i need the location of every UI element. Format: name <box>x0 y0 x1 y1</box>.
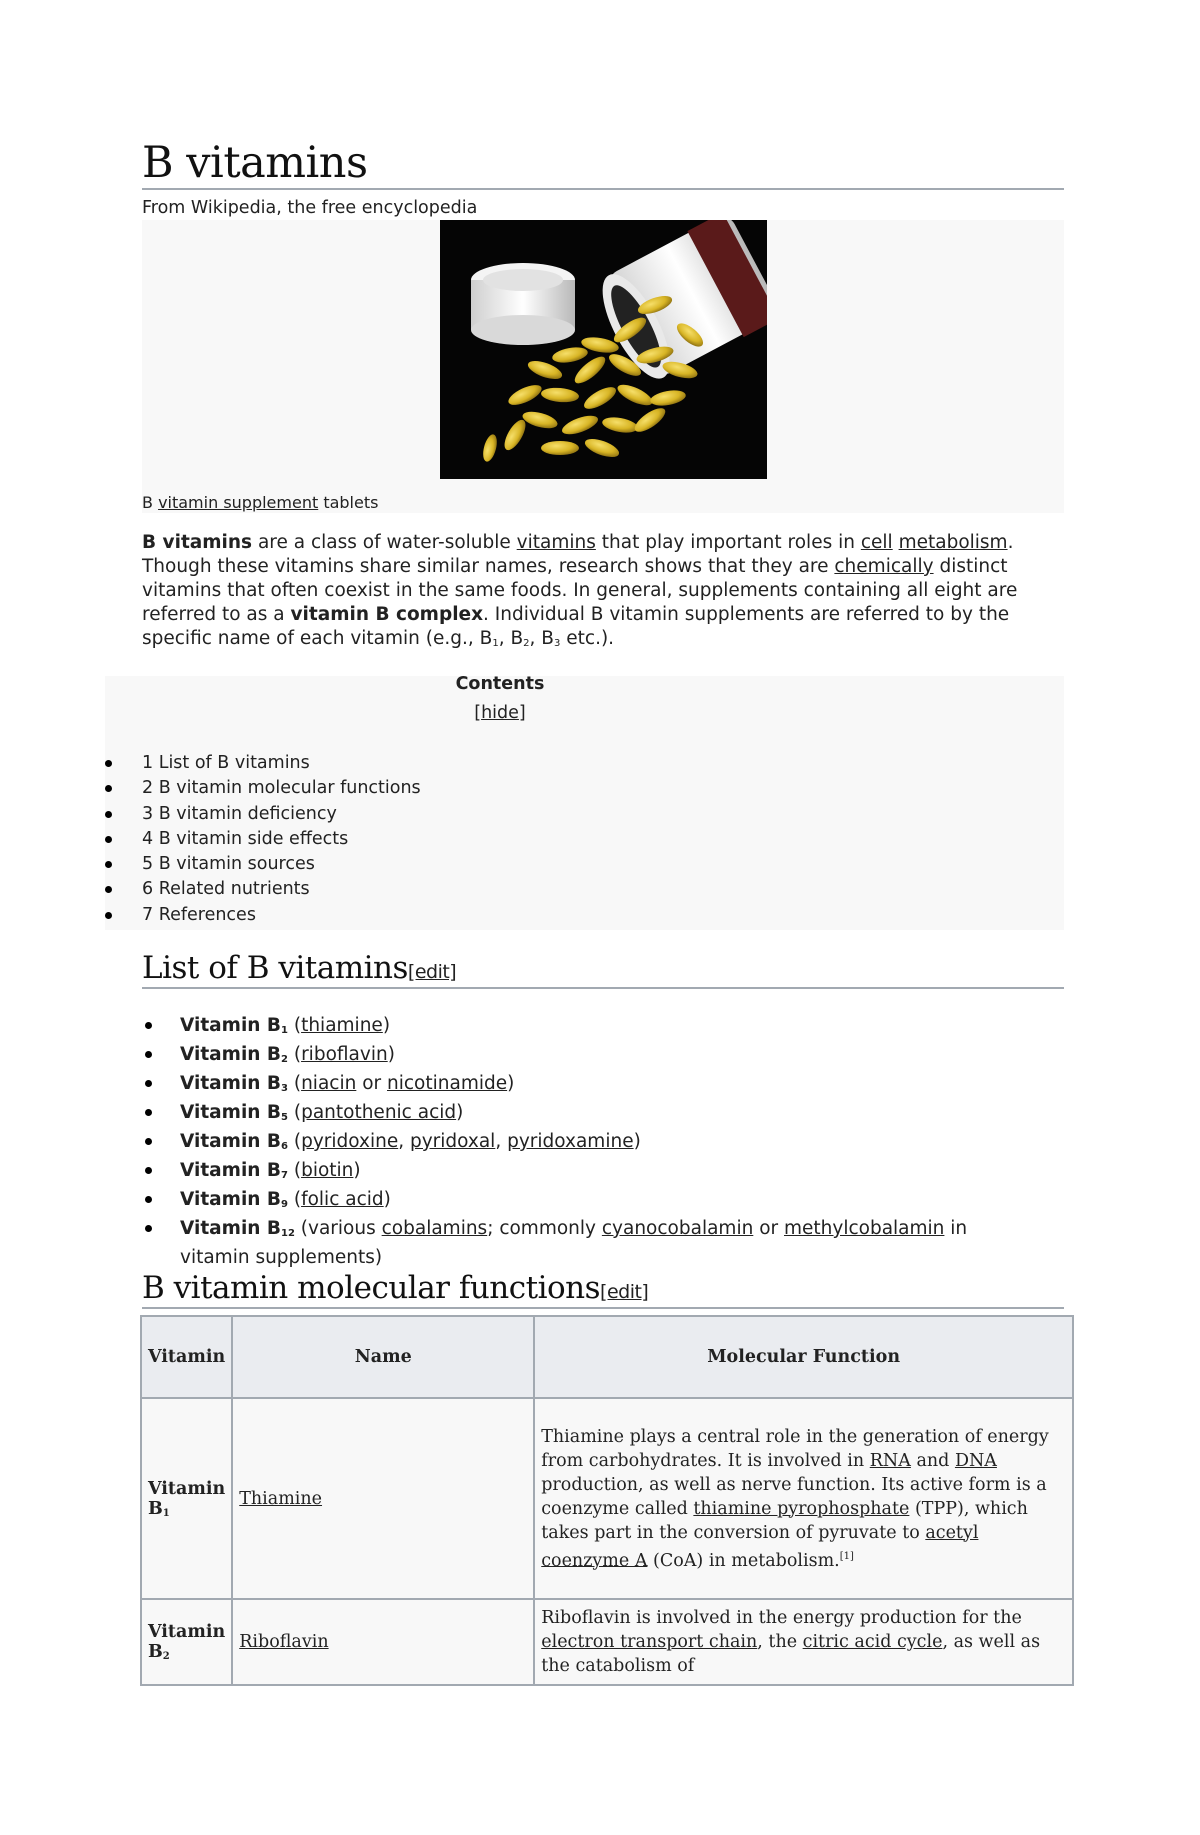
vitamin-compound-link[interactable]: cyanocobalamin <box>601 1218 754 1239</box>
bullet-icon <box>145 1080 152 1087</box>
toc-title: Contents <box>455 674 545 694</box>
vitamin-list-item: Vitamin $B_2$ (riboflavin) <box>142 1043 1042 1072</box>
thiamine-link[interactable]: Thiamine <box>239 1488 323 1509</box>
riboflavin-link[interactable]: Riboflavin <box>239 1632 329 1652</box>
bullet-icon <box>145 1196 152 1203</box>
vitamin-cell: Vitamin $B_2$ <box>141 1599 232 1685</box>
bullet-icon <box>105 861 112 868</box>
section-heading-functions: B vitamin molecular functions[edit] <box>142 1270 649 1306</box>
toc-item-label: 2 B vitamin molecular functions <box>142 778 421 799</box>
bullet-icon <box>105 912 112 919</box>
bullet-icon <box>105 760 112 767</box>
vitamin-compound-link[interactable]: nicotinamide <box>387 1073 508 1094</box>
caption-text: B <box>142 493 159 512</box>
vitamin-cell: Vitamin $B_1$ <box>141 1398 232 1599</box>
column-header: Name <box>232 1316 534 1398</box>
tagline: From Wikipedia, the free encyclopedia <box>142 198 478 218</box>
vitamin-name: Vitamin $B_1$ <box>180 1015 288 1036</box>
vitamin-name: Vitamin $B_9$ <box>180 1189 288 1210</box>
toc-item-label: 6 Related nutrients <box>142 879 310 900</box>
reference-link[interactable]: [1] <box>839 1550 854 1562</box>
title-divider <box>142 188 1064 190</box>
edit-link[interactable]: [edit] <box>600 1281 649 1303</box>
vitamin-list-item: Vitamin $B_9$ (folic acid) <box>142 1188 1042 1217</box>
name-cell <box>232 1398 534 1599</box>
bullet-icon <box>105 836 112 843</box>
table-row <box>141 1398 1073 1599</box>
vitamin-compound-link[interactable]: methylcobalamin <box>784 1218 945 1239</box>
molecular-functions-table <box>140 1315 1074 1686</box>
vitamin-list-item: Vitamin $B_3$ (niacin or nicotinamide) <box>142 1072 1042 1101</box>
vitamin-compound-link[interactable]: riboflavin <box>301 1044 388 1065</box>
image-caption <box>142 493 378 512</box>
toc-item[interactable] <box>105 879 421 904</box>
toc-item[interactable] <box>105 854 421 879</box>
vitamin-list-item: Vitamin $B_6$ (pyridoxine, pyridoxal, pyridoxamine) <box>142 1130 1042 1159</box>
toc-item[interactable] <box>105 804 421 829</box>
bullet-icon <box>145 1138 152 1145</box>
section-divider <box>142 1307 1064 1309</box>
chemically-link[interactable]: chemically <box>834 556 934 577</box>
bullet-icon <box>145 1109 152 1116</box>
bullet-icon <box>105 886 112 893</box>
intro-bold-term: B vitamins <box>142 532 253 553</box>
toc-item[interactable] <box>105 778 421 803</box>
citric-acid-cycle-link[interactable]: citric acid cycle <box>802 1632 943 1652</box>
vitamin-name: Vitamin $B_5$ <box>180 1102 288 1123</box>
toc-item-label: 3 B vitamin deficiency <box>142 803 337 824</box>
vitamin-compound-link[interactable]: pyridoxine <box>301 1131 399 1152</box>
infobox <box>142 220 1064 513</box>
vitamin-compound-link[interactable]: pantothenic acid <box>301 1102 457 1123</box>
caption-text-end: tablets <box>318 493 379 512</box>
vitamin-list-item: Vitamin $B_5$ (pantothenic acid) <box>142 1101 1042 1130</box>
electron-transport-chain-link[interactable]: electron transport chain <box>541 1632 758 1652</box>
table-header-row <box>141 1316 1073 1398</box>
vitamin-name: Vitamin $B_7$ <box>180 1160 288 1181</box>
vitamin-compound-link[interactable]: cobalamins <box>381 1218 488 1239</box>
vitamin-compound-link[interactable]: pyridoxal <box>409 1131 496 1152</box>
toc-item-label: 1 List of B vitamins <box>142 753 310 773</box>
column-header: Vitamin <box>141 1316 232 1398</box>
bullet-icon <box>105 785 112 792</box>
vitamin-compound-link[interactable]: thiamine <box>301 1015 383 1036</box>
vitamin-compound-link[interactable]: folic acid <box>301 1189 384 1210</box>
vitamin-b-complex-term: vitamin B complex <box>290 604 484 625</box>
toc-list <box>105 753 421 930</box>
toc-hide-toggle[interactable]: [hide] <box>474 703 526 723</box>
column-header: Molecular Function <box>534 1316 1073 1398</box>
vitamin-name: Vitamin $B_6$ <box>180 1131 288 1152</box>
bullet-icon <box>105 811 112 818</box>
bullet-icon <box>145 1225 152 1232</box>
toc-item-label: 4 B vitamin side effects <box>142 828 349 849</box>
vitamin-list-item: Vitamin $B_1$ (thiamine) <box>142 1014 1042 1043</box>
page-title: B vitamins <box>142 138 368 188</box>
section-divider <box>142 987 1064 989</box>
vitamin-list-item: Vitamin $B_7$ (biotin) <box>142 1159 1042 1188</box>
bullet-icon <box>145 1022 152 1029</box>
supplement-photo[interactable] <box>440 220 767 479</box>
table-row <box>141 1599 1073 1685</box>
section-heading-list: List of B vitamins[edit] <box>142 950 457 986</box>
toc-item[interactable] <box>105 753 421 778</box>
function-cell: Riboflavin is involved in the energy production for the electron transport chain, the citric acid cycle, as well as the catabolism of <box>534 1599 1073 1685</box>
toc-item-label: 7 References <box>142 904 256 925</box>
vitamin-supplement-link[interactable]: vitamin supplement <box>158 493 319 512</box>
thiamine-pyrophosphate-link[interactable]: thiamine pyrophosphate <box>693 1498 910 1519</box>
vitamin-compound-link[interactable]: pyridoxamine <box>507 1131 634 1152</box>
toc-item-label: 5 B vitamin sources <box>142 854 315 875</box>
metabolism-link[interactable]: metabolism <box>898 532 1008 553</box>
pill-bottle-image <box>440 220 767 479</box>
vitamin-name: Vitamin $B_3$ <box>180 1073 288 1094</box>
vitamin-compound-link[interactable]: biotin <box>301 1160 354 1181</box>
intro-paragraph: B vitamins are a class of water-soluble vitamins that play important roles in cell metabolism. Though these vitamins share similar names, research shows that they are chemically distinct vitamins that often coexist in the same foods. In general, supplements containing all eight are referred to as a vitamin B complex. Individual B vitamin supplements are referred to by the specific name of each vitamin (e.g., $B_1$, $B_2$, $B_3$ etc.). <box>142 532 1018 649</box>
vitamin-name: Vitamin $B_2$ <box>180 1044 288 1065</box>
function-cell: Thiamine plays a central role in the generation of energy from carbohydrates. It is involved in RNA and DNA production, as well as nerve function. Its active form is a coenzyme called thiamine pyrophosphate (TPP), which takes part in the conversion of pyruvate to acetyl coenzyme A (CoA) in metabolism.[1] <box>534 1398 1073 1599</box>
vitamins-link[interactable]: vitamins <box>516 532 596 553</box>
vitamin-compound-link[interactable]: niacin <box>301 1073 357 1094</box>
bullet-icon <box>145 1167 152 1174</box>
name-cell <box>232 1599 534 1685</box>
acetyl-coenzyme-a-link[interactable]: acetyl coenzyme A <box>541 1522 979 1571</box>
dna-link[interactable]: DNA <box>954 1450 997 1471</box>
toc-item[interactable] <box>105 829 421 854</box>
vitamin-list <box>142 1014 1042 1270</box>
vitamin-list-item: Vitamin $B_{12}$ (various cobalamins; commonly cyanocobalamin or methylcobalamin in vitamin supplements) <box>142 1217 1042 1270</box>
toc-item[interactable] <box>105 905 421 930</box>
vitamin-name: Vitamin $B_{12}$ <box>180 1218 295 1239</box>
edit-link[interactable]: [edit] <box>407 961 457 983</box>
cell-link[interactable]: cell <box>860 532 893 553</box>
rna-link[interactable]: RNA <box>869 1450 911 1471</box>
bullet-icon <box>145 1051 152 1058</box>
toc-hide-link[interactable]: hide <box>481 703 519 723</box>
